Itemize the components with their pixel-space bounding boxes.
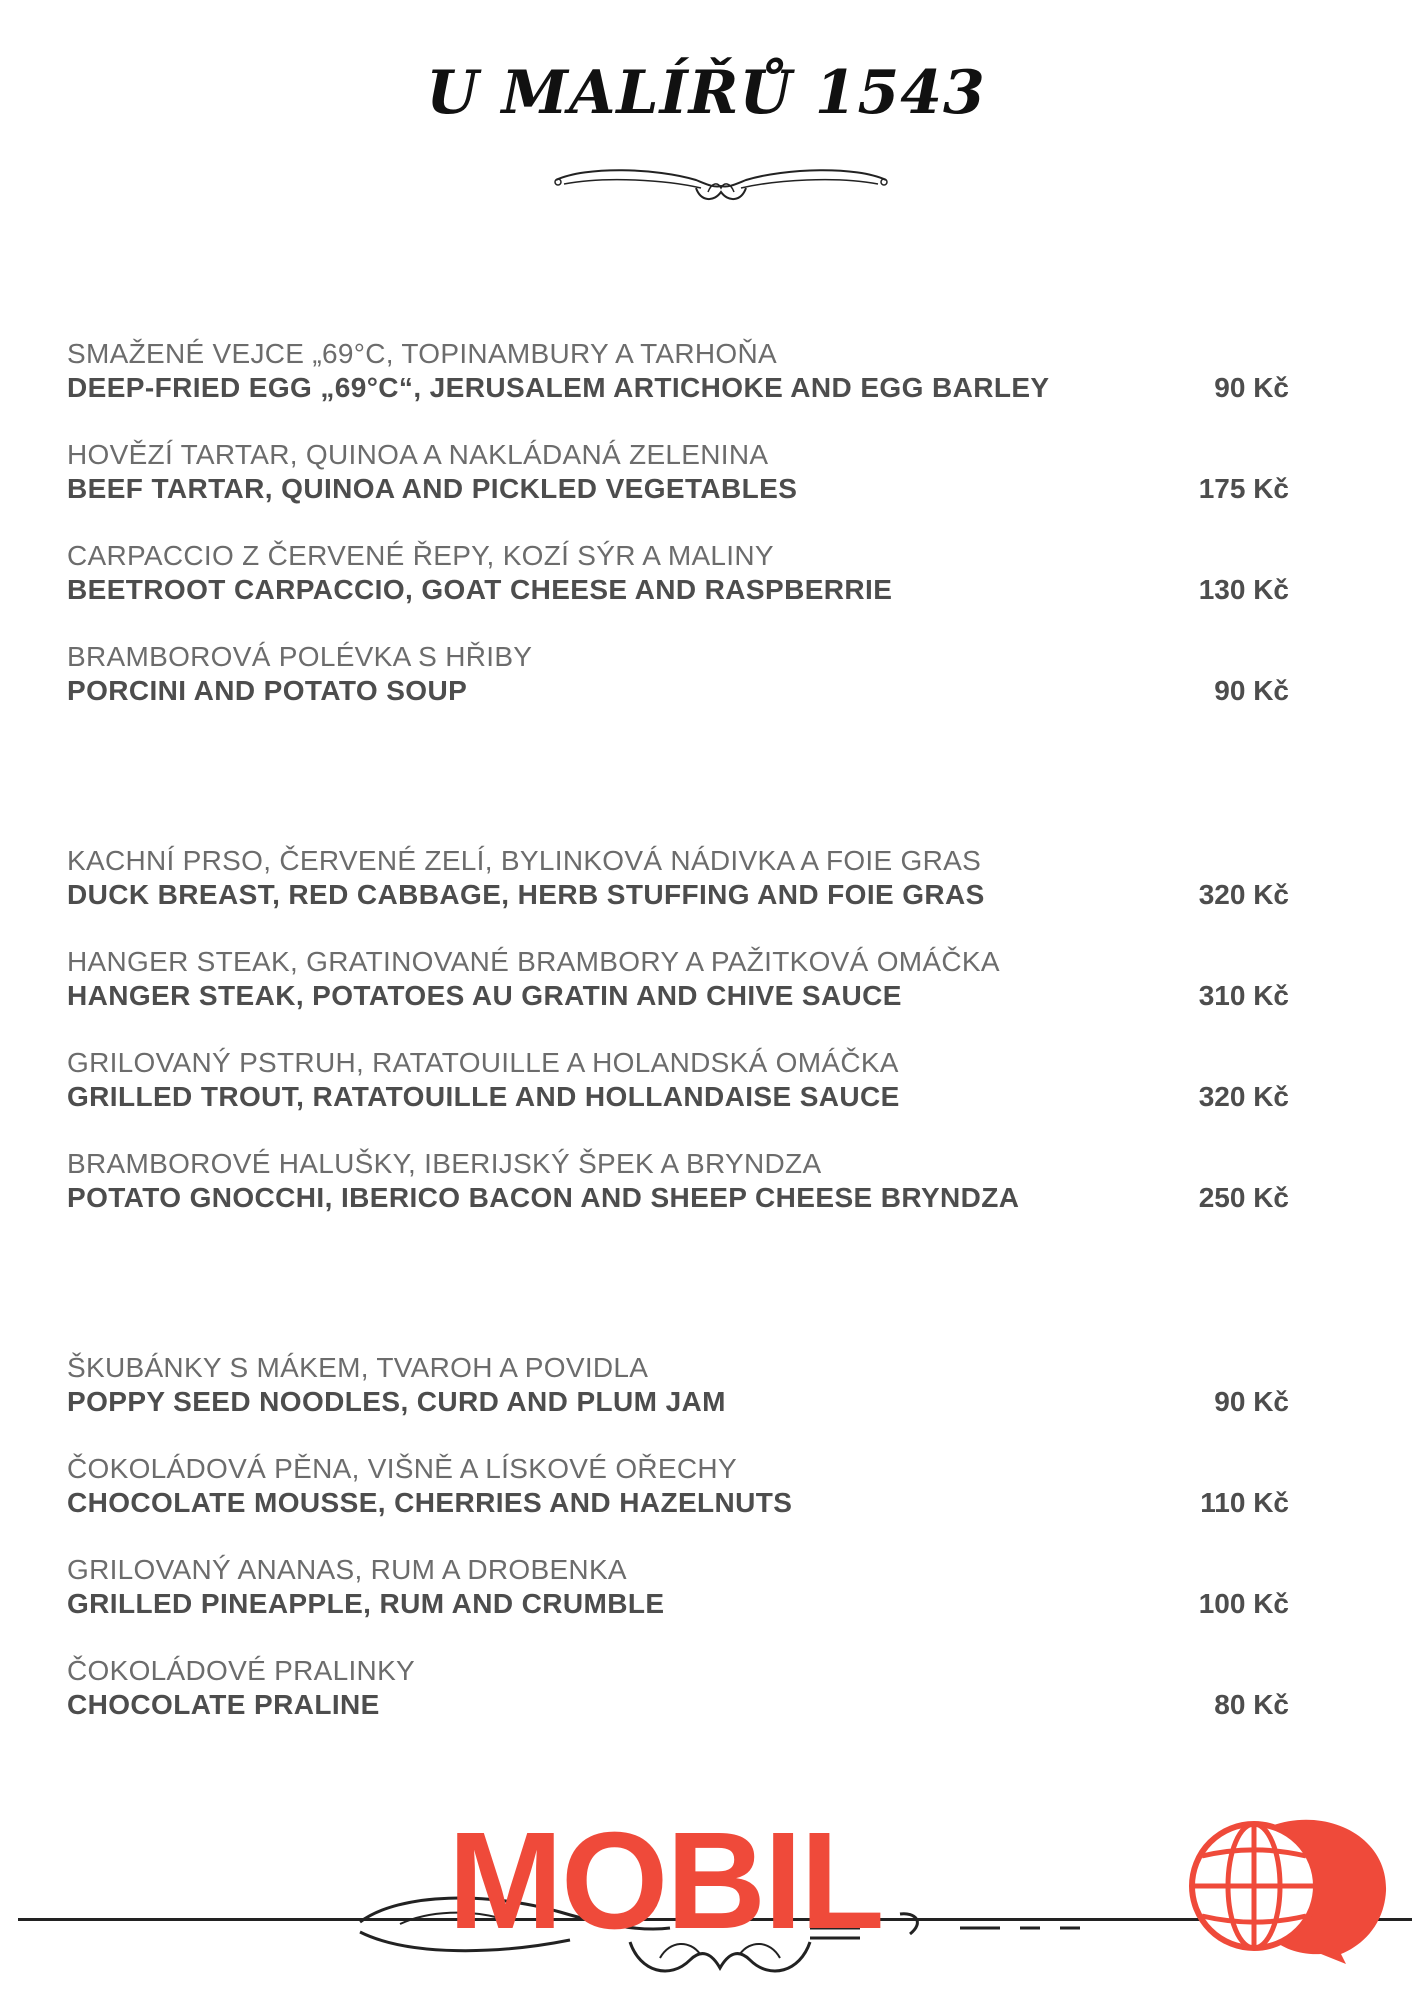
item-price: 90 Kč <box>1214 675 1289 706</box>
menu-item <box>67 439 1289 540</box>
item-name-czech: ČOKOLÁDOVÉ PRALINKY <box>67 1655 416 1686</box>
menu-section-starters <box>67 338 1289 742</box>
item-price: 175 Kč <box>1198 473 1289 504</box>
item-price: 110 Kč <box>1200 1487 1289 1518</box>
item-name-english: GRILLED TROUT, RATATOUILLE AND HOLLANDAISE SAUCE <box>67 1081 900 1112</box>
item-name-english: HANGER STEAK, POTATOES AU GRATIN AND CHIVE SAUCE <box>67 980 902 1011</box>
menu-section-desserts <box>67 1352 1289 1756</box>
item-name-czech: KACHNÍ PRSO, ČERVENÉ ZELÍ, BYLINKOVÁ NÁDIVKA A FOIE GRAS <box>67 845 982 876</box>
item-price: 320 Kč <box>1198 1081 1289 1112</box>
item-price: 80 Kč <box>1214 1689 1289 1720</box>
item-name-czech: HOVĚZÍ TARTAR, QUINOA A NAKLÁDANÁ ZELENINA <box>67 439 769 470</box>
item-name-czech: BRAMBOROVÁ POLÉVKA S HŘIBY <box>67 641 533 672</box>
item-name-english: BEEF TARTAR, QUINOA AND PICKLED VEGETABLES <box>67 473 798 504</box>
item-name-english: DUCK BREAST, RED CABBAGE, HERB STUFFING AND FOIE GRAS <box>67 879 985 910</box>
menu-section-mains <box>67 845 1289 1249</box>
item-name-czech: CARPACCIO Z ČERVENÉ ŘEPY, KOZÍ SÝR A MALINY <box>67 540 774 571</box>
item-name-english: POPPY SEED NOODLES, CURD AND PLUM JAM <box>67 1386 726 1417</box>
item-price: 100 Kč <box>1198 1588 1289 1619</box>
item-name-czech: SMAŽENÉ VEJCE „69°C, TOPINAMBURY A TARHOŇA <box>67 338 777 369</box>
menu-item <box>67 1047 1289 1148</box>
item-price: 250 Kč <box>1198 1182 1289 1213</box>
menu-item <box>67 1554 1289 1655</box>
menu-item <box>67 338 1289 439</box>
item-price: 310 Kč <box>1198 980 1289 1011</box>
item-price: 90 Kč <box>1214 1386 1289 1417</box>
item-price: 90 Kč <box>1214 372 1289 403</box>
item-name-english: BEETROOT CARPACCIO, GOAT CHEESE AND RASPBERRIE <box>67 574 893 605</box>
menu-item <box>67 946 1289 1047</box>
item-name-english: PORCINI AND POTATO SOUP <box>67 675 468 706</box>
item-name-czech: HANGER STEAK, GRATINOVANÉ BRAMBORY A PAŽITKOVÁ OMÁČKA <box>67 946 1000 977</box>
menu-item <box>67 1148 1289 1249</box>
mobil-logo-text: MOBIL <box>448 1804 883 1958</box>
menu-item <box>67 1453 1289 1554</box>
menu-item <box>67 1352 1289 1453</box>
menu-item <box>67 641 1289 742</box>
menu-item <box>67 1655 1289 1756</box>
item-name-czech: ŠKUBÁNKY S MÁKEM, TVAROH A POVIDLA <box>67 1352 649 1383</box>
item-name-english: GRILLED PINEAPPLE, RUM AND CRUMBLE <box>67 1588 665 1619</box>
menu-item <box>67 540 1289 641</box>
page-title: U MALÍŘŮ 1543 <box>426 58 986 128</box>
item-price: 130 Kč <box>1198 574 1289 605</box>
item-price: 320 Kč <box>1198 879 1289 910</box>
menu-item <box>67 845 1289 946</box>
item-name-english: POTATO GNOCCHI, IBERICO BACON AND SHEEP CHEESE BRYNDZA <box>67 1182 1020 1213</box>
item-name-czech: BRAMBOROVÉ HALUŠKY, IBERIJSKÝ ŠPEK A BRYNDZA <box>67 1148 822 1179</box>
item-name-czech: ČOKOLÁDOVÁ PĚNA, VIŠNĚ A LÍSKOVÉ OŘECHY <box>67 1453 737 1484</box>
item-name-czech: GRILOVANÝ PSTRUH, RATATOUILLE A HOLANDSKÁ OMÁČKA <box>67 1047 899 1078</box>
ornament-divider-top <box>546 158 896 208</box>
item-name-english: CHOCOLATE MOUSSE, CHERRIES AND HAZELNUTS <box>67 1487 793 1518</box>
item-name-english: CHOCOLATE PRALINE <box>67 1689 380 1720</box>
item-name-czech: GRILOVANÝ ANANAS, RUM A DROBENKA <box>67 1554 627 1585</box>
item-name-english: DEEP-FRIED EGG „69°C“, JERUSALEM ARTICHOKE AND EGG BARLEY <box>67 372 1050 403</box>
globe-chat-logo-icon <box>1176 1806 1391 1966</box>
